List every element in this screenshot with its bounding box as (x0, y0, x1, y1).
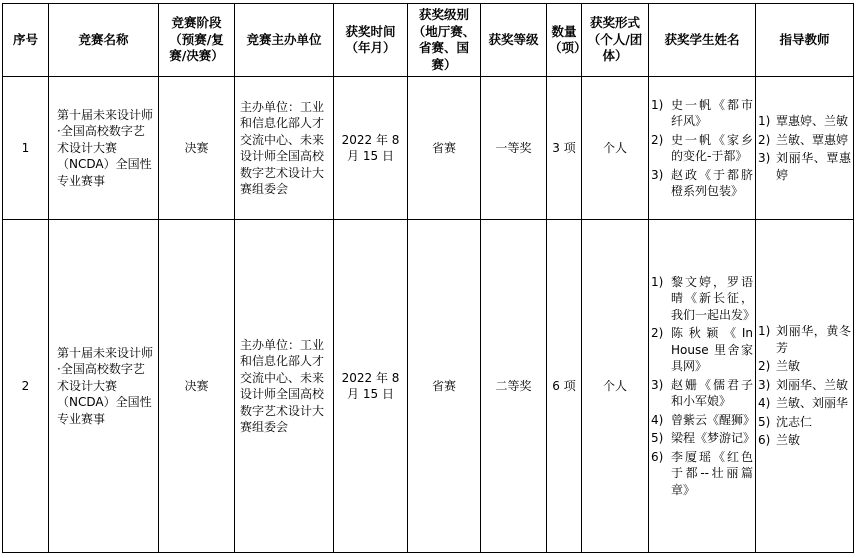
list-item-number: 1) (758, 114, 771, 128)
list-item-number: 5) (651, 431, 664, 446)
cell-award-count: 6 项 (547, 220, 582, 553)
list-item (651, 132, 753, 165)
cell-award-form: 个人 (582, 77, 649, 220)
awards-table (2, 3, 854, 553)
cell-award-time: 2022 年 8 月 15 日 (334, 220, 408, 553)
header-name: 竞赛名称 (49, 4, 159, 77)
list-item (651, 274, 756, 324)
header-stage: 竞赛阶段（预赛/复赛/决赛） (159, 4, 235, 77)
cell-seq: 2 (3, 220, 49, 553)
students-list (651, 274, 756, 499)
table-row (3, 220, 854, 553)
cell-award-count: 3 项 (547, 77, 582, 220)
list-item-text: 黎文婷，罗语晴《新长征，我们一起出发》 (671, 274, 756, 322)
list-item-number: 2) (651, 132, 664, 147)
list-item-text: 沈志仁 (776, 414, 813, 429)
list-item (758, 377, 851, 394)
cell-competition-name: 第十届未来设计师·全国高校数字艺术设计大赛（NCDA）全国性专业赛事 (49, 220, 159, 553)
cell-stage: 决赛 (159, 220, 235, 553)
list-item-text: 刘丽华、覃惠婷 (776, 151, 851, 182)
list-item-text: 陈秋颖《In House 里舍家具网》 (671, 326, 753, 374)
list-item (651, 325, 753, 375)
header-time: 获奖时间（年月） (334, 4, 408, 77)
list-item-text: 史一帆《都市纤风》 (671, 97, 753, 128)
cell-organizer: 主办单位：工业和信息化部人才交流中心、未来设计师全国高校数字艺术设计大赛组委会 (235, 220, 334, 553)
header-organizer: 竞赛主办单位 (235, 4, 334, 77)
list-item-text: 李厦瑶《红色于都--壮丽篇章》 (671, 449, 753, 497)
students-list (651, 97, 753, 200)
header-teachers: 指导教师 (756, 4, 854, 77)
list-item-number: 3) (758, 377, 771, 392)
teachers-list (758, 323, 851, 449)
cell-award-level: 省赛 (408, 77, 481, 220)
list-item-text: 史一帆《家乡的变化-于都》 (671, 132, 753, 163)
list-item (758, 323, 851, 356)
list-item-number: 6) (758, 433, 771, 448)
list-item (758, 395, 851, 412)
cell-award-level: 省赛 (408, 220, 481, 553)
list-item (758, 358, 851, 375)
list-item-number: 2) (758, 132, 771, 147)
teachers-list (758, 113, 851, 183)
list-item-number: 1) (651, 97, 664, 112)
list-item (758, 113, 851, 130)
list-item-text: 覃惠婷、兰敏 (776, 114, 849, 128)
list-item-text: 兰敏 (776, 359, 801, 374)
cell-students (649, 77, 756, 220)
list-item-text: 刘丽华、兰敏 (776, 377, 849, 392)
list-item-text: 兰敏 (776, 433, 801, 448)
header-seq: 序号 (3, 4, 49, 77)
list-item-text: 曾紫云《醒狮》 (671, 412, 756, 427)
header-level: 获奖级别（地厅赛、省赛、国赛） (408, 4, 481, 77)
header-students: 获奖学生姓名 (649, 4, 756, 77)
list-item (651, 377, 753, 410)
list-item-number: 1) (651, 274, 664, 289)
list-item-number: 4) (651, 412, 664, 427)
list-item (758, 414, 851, 431)
cell-seq: 1 (3, 77, 49, 220)
header-form: 获奖形式（个人/团体） (582, 4, 649, 77)
list-item-number: 5) (758, 414, 771, 429)
list-item (651, 430, 756, 447)
list-item (651, 412, 756, 429)
list-item-number: 3) (651, 167, 664, 182)
list-item (758, 132, 851, 149)
list-item-number: 2) (651, 326, 664, 341)
list-item-text: 梁程《梦游记》 (671, 431, 756, 446)
list-item (651, 167, 753, 200)
list-item-text: 赵姗《儒君子和小军娘》 (671, 377, 753, 409)
cell-students (649, 220, 756, 553)
list-item-number: 1) (758, 324, 771, 339)
header-row (3, 4, 854, 77)
cell-stage: 决赛 (159, 77, 235, 220)
list-item-number: 3) (758, 151, 771, 165)
cell-teachers (756, 77, 854, 220)
cell-organizer: 主办单位：工业和信息化部人才交流中心、未来设计师全国高校数字艺术设计大赛组委会 (235, 77, 334, 220)
list-item (758, 150, 851, 183)
cell-award-grade: 一等奖 (481, 77, 547, 220)
list-item-number: 4) (758, 396, 771, 411)
header-count: 数量（项） (547, 4, 582, 77)
list-item (651, 97, 753, 130)
header-grade: 获奖等级 (481, 4, 547, 77)
list-item-text: 兰敏、覃惠婷 (776, 132, 849, 147)
list-item-number: 3) (651, 377, 664, 392)
cell-award-form: 个人 (582, 220, 649, 553)
cell-award-time: 2022 年 8 月 15 日 (334, 77, 408, 220)
list-item-text: 赵政《于都脐橙系列包装》 (671, 167, 753, 198)
list-item (651, 449, 753, 499)
list-item-text: 刘丽华，黄冬芳 (776, 324, 851, 355)
list-item-number: 6) (651, 449, 664, 464)
list-item-number: 2) (758, 359, 771, 374)
cell-teachers (756, 220, 854, 553)
cell-competition-name: 第十届未来设计师·全国高校数字艺术设计大赛（NCDA）全国性专业赛事 (49, 77, 159, 220)
list-item (758, 432, 851, 449)
table-row (3, 77, 854, 220)
list-item-text: 兰敏、刘丽华 (776, 396, 849, 411)
cell-award-grade: 二等奖 (481, 220, 547, 553)
